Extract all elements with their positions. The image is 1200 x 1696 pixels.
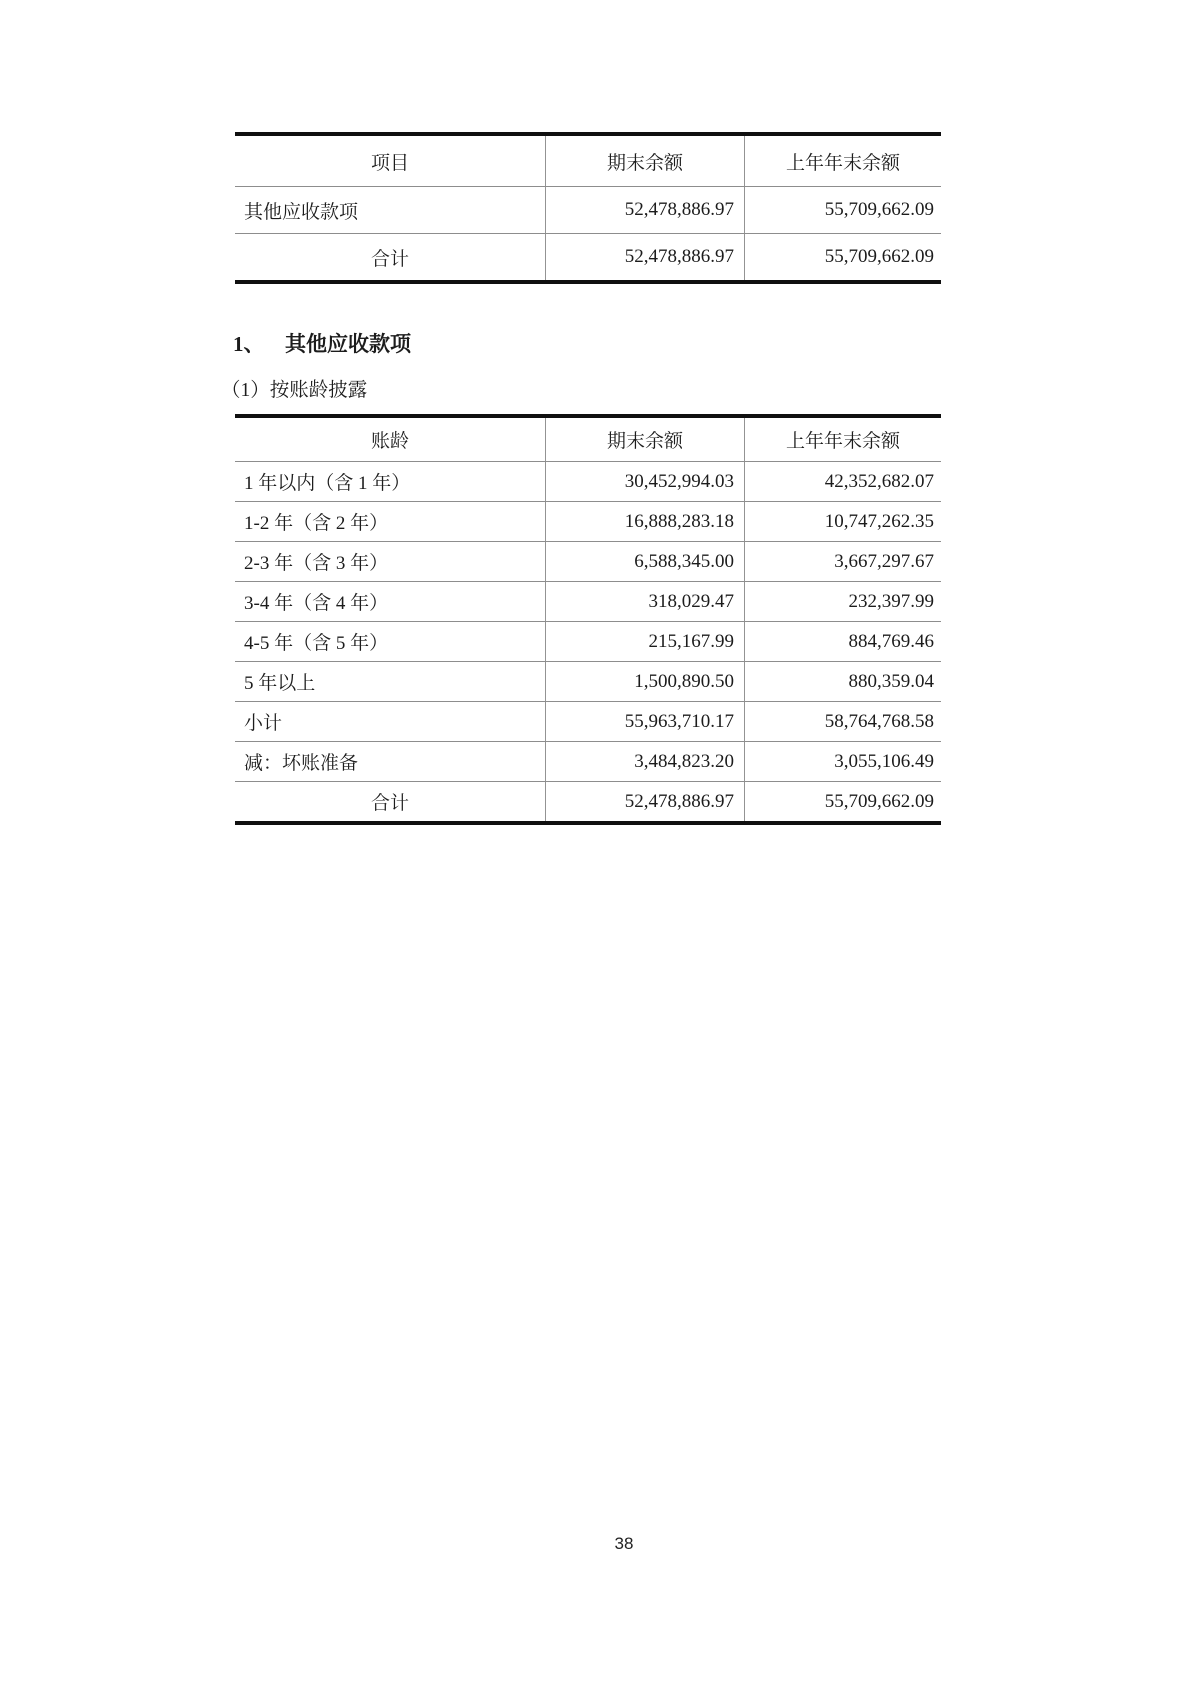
- row-label: 小计: [244, 713, 283, 734]
- column-header-end-balance: 期末余额: [545, 136, 745, 186]
- prior-balance-cell: 55,709,662.09: [824, 790, 934, 812]
- prior-balance-cell: 3,667,297.67: [834, 550, 934, 572]
- row-label: 4-5 年（含 5 年）: [244, 633, 389, 654]
- column-header-prior-balance: 上年年末余额: [785, 431, 900, 452]
- table-header-row: [235, 418, 941, 462]
- subtotal-row: [235, 702, 941, 742]
- table-row: [235, 622, 941, 662]
- section-heading: [233, 328, 941, 358]
- row-label: 减：坏账准备: [244, 753, 359, 774]
- end-balance-cell: 215,167.99: [545, 622, 745, 661]
- table-row: [235, 582, 941, 622]
- end-balance-cell: 52,478,886.97: [545, 234, 745, 280]
- bad-debt-provision-row: [235, 742, 941, 782]
- end-balance-cell: 30,452,994.03: [545, 462, 745, 501]
- table-header-row: [235, 136, 941, 187]
- row-label: 1 年以内（含 1 年）: [244, 473, 411, 494]
- prior-balance-cell: 884,769.46: [848, 630, 934, 652]
- row-label: 3-4 年（含 4 年）: [244, 593, 389, 614]
- end-balance-cell: 1,500,890.50: [545, 662, 745, 701]
- row-label: 其他应收款项: [244, 201, 359, 223]
- row-label: 合计: [370, 793, 409, 814]
- page-content: [221, 132, 941, 825]
- table-total-row: [235, 234, 941, 280]
- end-balance-cell: 52,478,886.97: [545, 187, 745, 233]
- row-label: 5 年以上: [244, 673, 316, 694]
- section-number: 1、: [233, 332, 265, 356]
- column-header-aging: 账龄: [370, 431, 409, 452]
- aging-table: [235, 414, 941, 825]
- table-row: [235, 662, 941, 702]
- row-label: 合计: [370, 248, 409, 270]
- end-balance-cell: 16,888,283.18: [545, 502, 745, 541]
- column-header-item: 项目: [370, 152, 409, 174]
- prior-balance-cell: 58,764,768.58: [824, 710, 934, 732]
- section-title: 其他应收款项: [285, 332, 411, 356]
- table-row: [235, 542, 941, 582]
- end-balance-cell: 318,029.47: [545, 582, 745, 621]
- table-row: [235, 462, 941, 502]
- page-number: 38: [614, 1534, 634, 1553]
- subsection-heading: （1）按账龄披露: [221, 380, 368, 401]
- row-label: 2-3 年（含 3 年）: [244, 553, 389, 574]
- end-balance-cell: 52,478,886.97: [545, 782, 745, 821]
- table-row: [235, 502, 941, 542]
- prior-balance-cell: 3,055,106.49: [834, 750, 934, 772]
- prior-balance-cell: 55,709,662.09: [824, 199, 934, 220]
- table-row: [235, 187, 941, 234]
- end-balance-cell: 55,963,710.17: [545, 702, 745, 741]
- prior-balance-cell: 232,397.99: [848, 590, 934, 612]
- end-balance-cell: 3,484,823.20: [545, 742, 745, 781]
- prior-balance-cell: 880,359.04: [848, 670, 934, 692]
- row-label: 1-2 年（含 2 年）: [244, 513, 389, 534]
- prior-balance-cell: 10,747,262.35: [824, 510, 934, 532]
- prior-balance-cell: 42,352,682.07: [824, 470, 934, 492]
- summary-table: [235, 132, 941, 284]
- prior-balance-cell: 55,709,662.09: [824, 246, 934, 267]
- end-balance-cell: 6,588,345.00: [545, 542, 745, 581]
- column-header-prior-balance: 上年年末余额: [785, 152, 900, 174]
- table-total-row: [235, 782, 941, 821]
- column-header-end-balance: 期末余额: [545, 418, 745, 461]
